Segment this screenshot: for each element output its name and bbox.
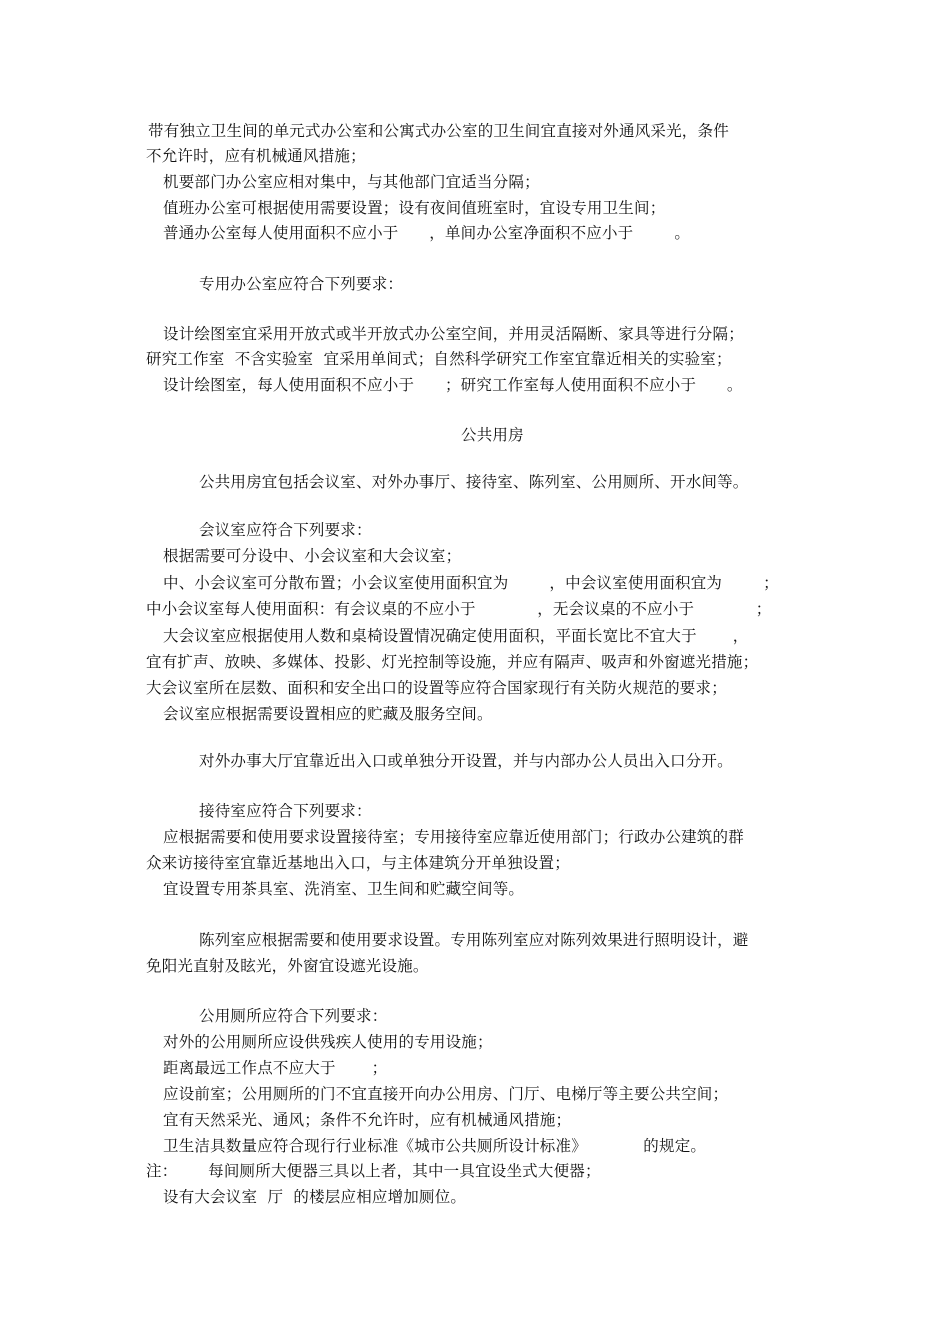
text-line: 大会议室应根据使用人数和桌椅设置情况确定使用面积，平面长宽比不宜大于 ， <box>163 627 749 645</box>
text-line: 众来访接待室宜靠近基地出入口，与主体建筑分开单独设置； <box>146 854 570 872</box>
text-line: 应设前室；公用厕所的门不宜直接开向办公用房、门厅、电梯厅等主要公共空间； <box>163 1085 729 1103</box>
text-line: 距离最远工作点不应大于 ； <box>163 1059 388 1077</box>
text-line: 宜设置专用茶具室、洗消室、卫生间和贮藏空间等。 <box>163 880 525 898</box>
text-line: 中、小会议室可分散布置；小会议室使用面积宜为 ，中会议室使用面积宜为 ； <box>163 574 779 592</box>
chapter-title: 公共用房 <box>461 426 524 444</box>
section-heading: 接待室应符合下列要求： <box>199 802 372 820</box>
text-line: 设计绘图室，每人使用面积不应小于 ；研究工作室每人使用面积不应小于 。 <box>163 376 743 394</box>
text-line: 根据需要可分设中、小会议室和大会议室； <box>163 547 462 565</box>
text-line: 机要部门办公室应相对集中，与其他部门宜适当分隔； <box>163 173 540 191</box>
text-line: 公共用房宜包括会议室、对外办事厅、接待室、陈列室、公用厕所、开水间等。 <box>199 473 749 491</box>
text-line: 带有独立卫生间的单元式办公室和公寓式办公室的卫生间宜直接对外通风采光，条件 <box>148 122 729 140</box>
text-line: 普通办公室每人使用面积不应小于 ，单间办公室净面积不应小于 。 <box>163 224 691 242</box>
section-heading: 会议室应符合下列要求： <box>199 521 372 539</box>
text-line: 卫生洁具数量应符合现行行业标准《城市公共厕所设计标准》 的规定。 <box>163 1137 707 1155</box>
text-line: 宜有扩声、放映、多媒体、投影、灯光控制等设施，并应有隔声、吸声和外窗遮光措施； <box>146 653 759 671</box>
text-line: 会议室应根据需要设置相应的贮藏及服务空间。 <box>163 705 493 723</box>
text-line: 对外的公用厕所应设供残疾人使用的专用设施； <box>163 1033 493 1051</box>
section-heading: 公用厕所应符合下列要求： <box>199 1007 388 1025</box>
text-line: 设有大会议室 厅 的楼层应相应增加厕位。 <box>163 1188 467 1206</box>
text-line: 值班办公室可根据使用需要设置；设有夜间值班室时，宜设专用卫生间； <box>163 199 666 217</box>
text-line: 陈列室应根据需要和使用要求设置。专用陈列室应对陈列效果进行照明设计，避 <box>199 931 749 949</box>
text-line: 中小会议室每人使用面积：有会议桌的不应小于 ，无会议桌的不应小于 ； <box>146 600 772 618</box>
text-line: 对外办事大厅宜靠近出入口或单独分开设置，并与内部办公人员出入口分开。 <box>199 752 733 770</box>
text-line: 应根据需要和使用要求设置接待室；专用接待室应靠近使用部门；行政办公建筑的群 <box>163 828 744 846</box>
text-line: 免阳光直射及眩光，外窗宜设遮光设施。 <box>146 957 429 975</box>
note-line: 注： 每间厕所大便器三具以上者，其中一具宜设坐式大便器； <box>146 1162 601 1180</box>
text-line: 设计绘图室宜采用开放式或半开放式办公室空间，并用灵活隔断、家具等进行分隔； <box>163 325 744 343</box>
text-line: 宜有天然采光、通风；条件不允许时，应有机械通风措施； <box>163 1111 572 1129</box>
text-line: 研究工作室 不含实验室 宜采用单间式；自然科学研究工作室宜靠近相关的实验室； <box>146 350 732 368</box>
text-line: 大会议室所在层数、面积和安全出口的设置等应符合国家现行有关防火规范的要求； <box>146 679 727 697</box>
section-heading: 专用办公室应符合下列要求： <box>199 275 404 293</box>
text-line: 不允许时，应有机械通风措施； <box>146 147 366 165</box>
